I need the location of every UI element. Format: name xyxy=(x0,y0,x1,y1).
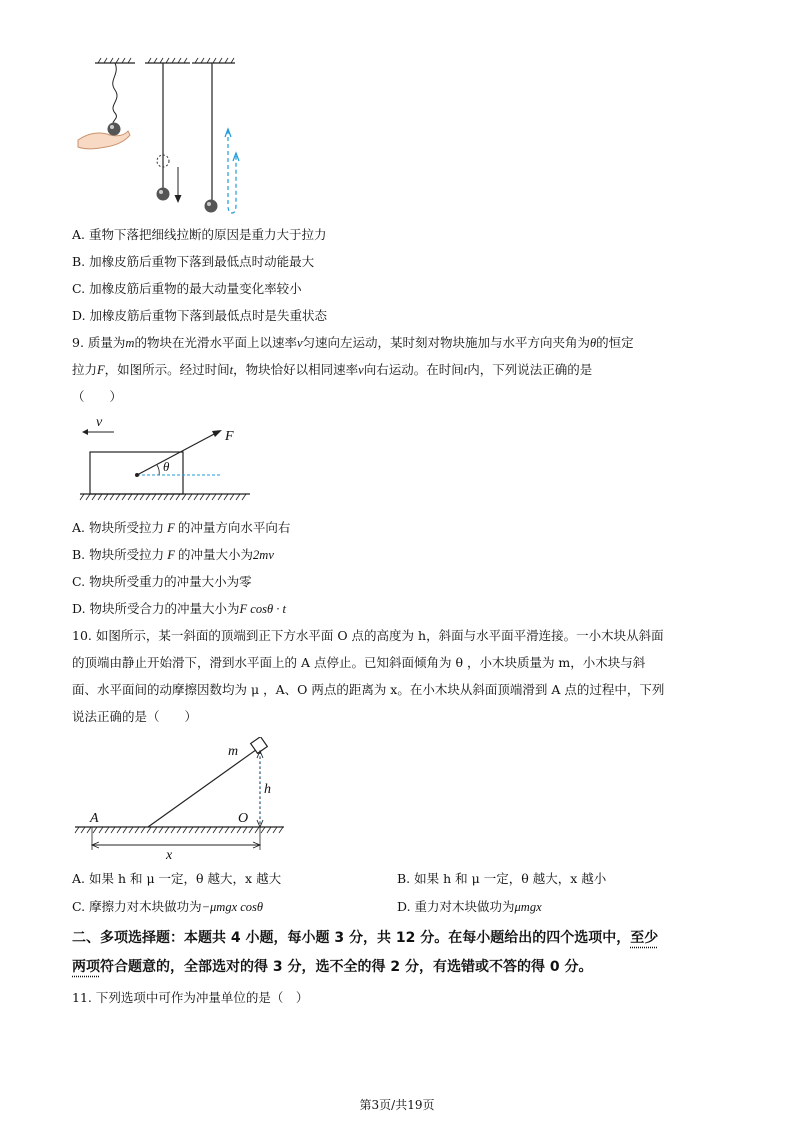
page-number: 第3页/共19页 xyxy=(359,1098,435,1112)
q10-option-b: B. 如果 h 和 μ 一定，θ 越大，x 越小 xyxy=(397,871,607,886)
q8-option-a: A. 重物下落把细线拉断的原因是重力大于拉力 xyxy=(72,227,327,242)
q9-option-a: A. 物块所受拉力 F 的冲量方向水平向右 xyxy=(72,520,291,535)
q10-fig-m-label: m xyxy=(228,744,239,759)
force-arrow-icon xyxy=(212,430,222,437)
q11-stem: 11. 下列选项中可作为冲量单位的是（ ） xyxy=(72,990,309,1005)
q9-stem-line1: 9. 质量为m的物块在光滑水平面上以速率v匀速向左运动，某时刻对物块施加与水平方向夹角为θ的恒定 xyxy=(72,335,634,350)
q10-stem-line1: 10. 如图所示，某一斜面的顶端到正下方水平面 O 点的高度为 h，斜面与水平面平滑连接。一小木块从斜面 xyxy=(72,628,664,643)
q10-option-a: A. 如果 h 和 μ 一定，θ 越大，x 越大 xyxy=(72,871,282,886)
q9-option-d: D. 物块所受合力的冲量大小为F cosθ · t xyxy=(72,601,286,616)
q10-figure xyxy=(70,737,300,862)
q9-answer-bracket: （ ） xyxy=(72,389,123,404)
q8-figure xyxy=(70,55,250,220)
q10-fig-h-label: h xyxy=(264,782,271,797)
section2-heading-line1: 二、多项选择题：本题共 4 小题，每小题 3 分，共 12 分。在每小题给出的四个选项中，至少 xyxy=(72,930,659,946)
velocity-arrow-icon xyxy=(82,429,88,435)
q10-stem-line3: 面、水平面间的动摩擦因数均为 μ ，A、O 两点的距离为 x。在小木块从斜面顶端滑到 A 点的过程中，下列 xyxy=(72,682,665,697)
section2-heading-line2: 两项符合题意的，全部选对的得 3 分，选不全的得 2 分，有选错或不答的得 0 分。 xyxy=(72,959,593,975)
q9-figure xyxy=(70,412,260,512)
q10-stem-line4: 说法正确的是（ ） xyxy=(72,709,198,724)
q10-stem-line2: 的顶端由静止开始滑下，滑到水平面上的 A 点停止。已知斜面倾角为 θ ，小木块质量为 m，小木块与斜 xyxy=(72,655,646,670)
q9-option-c: C. 物块所受重力的冲量大小为零 xyxy=(72,574,252,589)
q9-option-b: B. 物块所受拉力 F 的冲量大小为2mv xyxy=(72,547,274,562)
q9-fig-theta-label: θ xyxy=(163,459,170,474)
q9-fig-F-label: F xyxy=(225,429,234,444)
q10-fig-x-label: x xyxy=(166,848,173,862)
q8-option-b: B. 加橡皮筋后重物下落到最低点时动能最大 xyxy=(72,254,315,269)
q10-option-d: D. 重力对木块做功为μmgx xyxy=(397,899,542,914)
q8-option-d: D. 加橡皮筋后重物下落到最低点时是失重状态 xyxy=(72,308,328,323)
q10-fig-O-label: O xyxy=(238,811,249,826)
wood-block xyxy=(251,737,268,753)
q8-option-c: C. 加橡皮筋后重物的最大动量变化率较小 xyxy=(72,281,302,296)
q10-option-c: C. 摩擦力对木块做功为−μmgx cosθ xyxy=(72,899,264,914)
q9-fig-v-label: v xyxy=(96,415,103,430)
hand-icon xyxy=(78,131,130,149)
q10-fig-A-label: A xyxy=(90,811,99,826)
q9-stem-line2: 拉力F，如图所示。经过时间t，物块恰好以相同速率v向右运动。在时间t内，下列说法正确的是 xyxy=(72,362,593,377)
